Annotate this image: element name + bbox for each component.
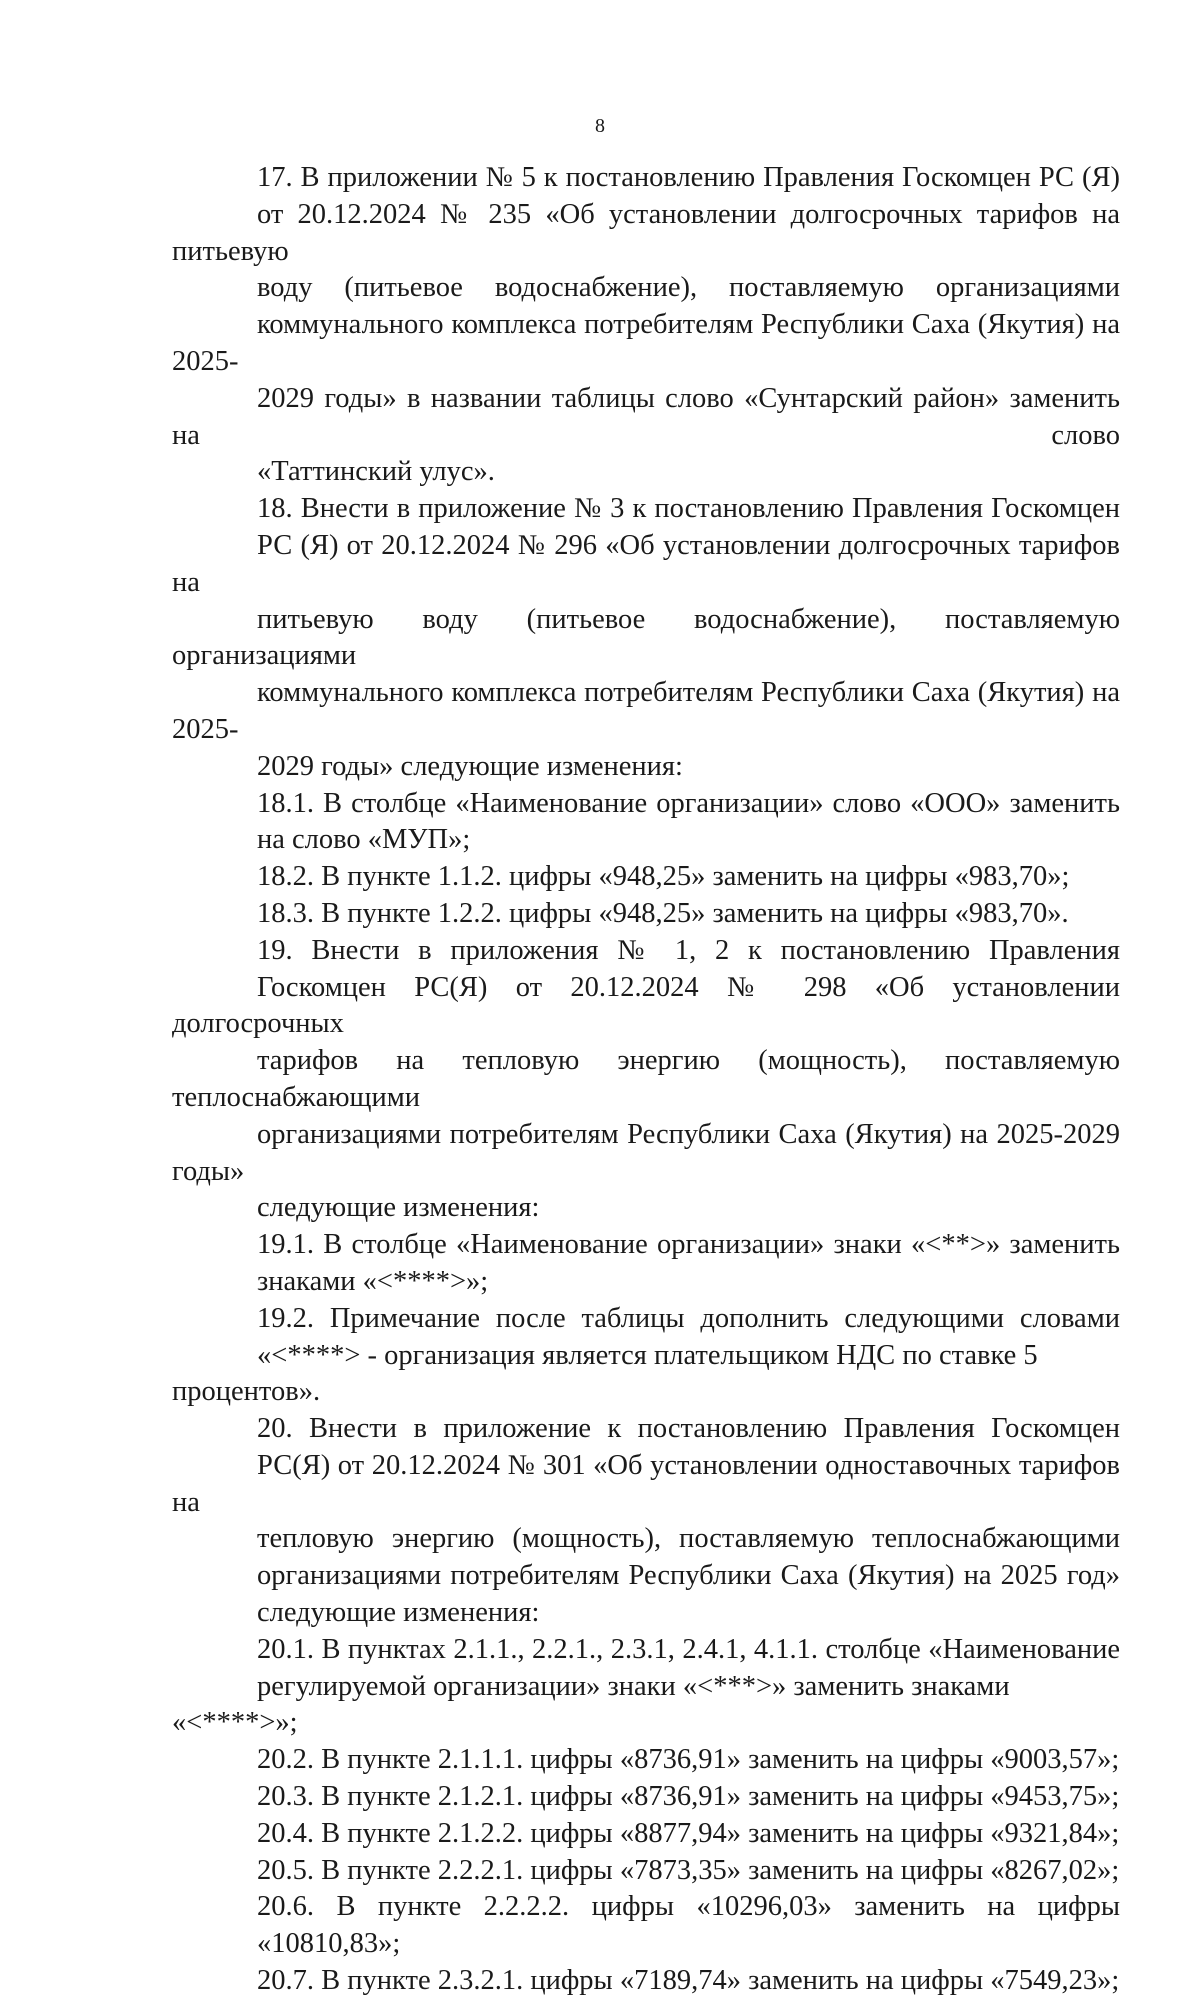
text-line: коммунального комплекса потребителям Республики Саха (Якутия) на 2025- xyxy=(172,677,1120,745)
text-line: питьевую воду (питьевое водоснабжение), поставляемую организациями xyxy=(172,603,1120,672)
text-line: 19.1. В столбце «Наименование организации» знаки «<**>» заменить xyxy=(257,1229,1120,1261)
paragraph-18-2 xyxy=(172,859,1120,896)
document-body xyxy=(172,160,1120,2000)
text-line: 19. Внести в приложения № 1, 2 к постановлению Правления xyxy=(257,934,1120,966)
text-line: 17. В приложении № 5 к постановлению Правления Госкомцен РС (Я) xyxy=(257,162,1120,193)
text-line: 20.4. В пункте 2.1.2.2. цифры «8877,94» заменить на цифры «9321,84»; xyxy=(257,1817,1120,1849)
text-line: 20.7. В пункте 2.3.2.1. цифры «7189,74» заменить на цифры «7549,23»; xyxy=(257,1965,1120,1997)
text-line: 18.3. В пункте 1.2.2. цифры «948,25» заменить на цифры «983,70». xyxy=(257,897,1069,929)
text-line: РС (Я) от 20.12.2024 № 296 «Об установлении долгосрочных тарифов на xyxy=(172,529,1120,598)
paragraph-20-2 xyxy=(172,1742,1120,1779)
text-line: на слово «МУП»; xyxy=(257,824,471,856)
paragraph-19-2 xyxy=(172,1301,1120,1411)
text-line: РС(Я) от 20.12.2024 № 301 «Об установлении одноставочных тарифов на xyxy=(172,1449,1120,1518)
text-line: 20.6. В пункте 2.2.2.2. цифры «10296,03» заменить на цифры xyxy=(257,1891,1120,1923)
text-line: коммунального комплекса потребителям Республики Саха (Якутия) на 2025- xyxy=(172,309,1120,377)
text-line: Госкомцен РС(Я) от 20.12.2024 № 298 «Об установлении долгосрочных xyxy=(172,971,1120,1040)
text-line: 20.2. В пункте 2.1.1.1. цифры «8736,91» заменить на цифры «9003,57»; xyxy=(257,1744,1120,1776)
text-line: организациями потребителям Республики Саха (Якутия) на 2025 год» xyxy=(257,1560,1120,1592)
text-line: 20. Внести в приложение к постановлению Правления Госкомцен xyxy=(257,1413,1120,1445)
text-line: «<****> - организация является плательщиком НДС по ставке 5 процентов». xyxy=(172,1339,1038,1408)
paragraph-18-3 xyxy=(172,896,1120,933)
text-line: регулируемой организации» знаки «<***>» заменить знаками «<****>»; xyxy=(172,1670,1010,1739)
paragraph-20 xyxy=(172,1411,1120,1632)
text-line: следующие изменения: xyxy=(257,1192,540,1224)
paragraph-20-3 xyxy=(172,1779,1120,1816)
text-line: организациями потребителям Республики Саха (Якутия) на 2025-2029 годы» xyxy=(172,1118,1120,1187)
text-line: 2029 годы» следующие изменения: xyxy=(257,750,683,782)
text-line: тепловую энергию (мощность), поставляемую теплоснабжающими xyxy=(257,1523,1120,1555)
text-line: тарифов на тепловую энергию (мощность), поставляемую теплоснабжающими xyxy=(172,1045,1120,1113)
paragraph-20-5 xyxy=(172,1853,1120,1890)
paragraph-20-4 xyxy=(172,1816,1120,1853)
text-line: знаками «<****>»; xyxy=(257,1265,489,1297)
text-line: 2029 годы» в названии таблицы слово «Сунтарский район» заменить на слово xyxy=(172,382,1120,451)
text-line: 18.1. В столбце «Наименование организации» слово «ООО» заменить xyxy=(257,787,1120,819)
page-number: 8 xyxy=(595,115,605,137)
text-line: «Таттинский улус». xyxy=(257,456,495,488)
text-line: 20.5. В пункте 2.2.2.1. цифры «7873,35» заменить на цифры «8267,02»; xyxy=(257,1854,1120,1886)
paragraph-18 xyxy=(172,491,1120,785)
text-line: 18.2. В пункте 1.1.2. цифры «948,25» заменить на цифры «983,70»; xyxy=(257,861,1070,893)
paragraph-17 xyxy=(172,160,1120,491)
paragraph-20-1 xyxy=(172,1632,1120,1742)
paragraph-18-1 xyxy=(172,786,1120,860)
text-line: 20.1. В пунктах 2.1.1., 2.2.1., 2.3.1, 2.4.1, 4.1.1. столбце «Наименование xyxy=(257,1633,1120,1665)
text-line: от 20.12.2024 № 235 «Об установлении долгосрочных тарифов на питьевую xyxy=(172,198,1120,267)
text-line: следующие изменения: xyxy=(257,1597,540,1629)
text-line: 19.2. Примечание после таблицы дополнить следующими словами xyxy=(257,1302,1120,1334)
text-line: 20.3. В пункте 2.1.2.1. цифры «8736,91» заменить на цифры «9453,75»; xyxy=(257,1781,1120,1813)
text-line: воду (питьевое водоснабжение), поставляемую организациями xyxy=(257,272,1120,304)
paragraph-19-1 xyxy=(172,1227,1120,1301)
text-line: «10810,83»; xyxy=(257,1928,401,1960)
paragraph-20-6 xyxy=(172,1889,1120,1963)
text-line: 18. Внести в приложение № 3 к постановлению Правления Госкомцен xyxy=(257,493,1120,525)
paragraph-20-7 xyxy=(172,1963,1120,2000)
paragraph-19 xyxy=(172,933,1120,1227)
